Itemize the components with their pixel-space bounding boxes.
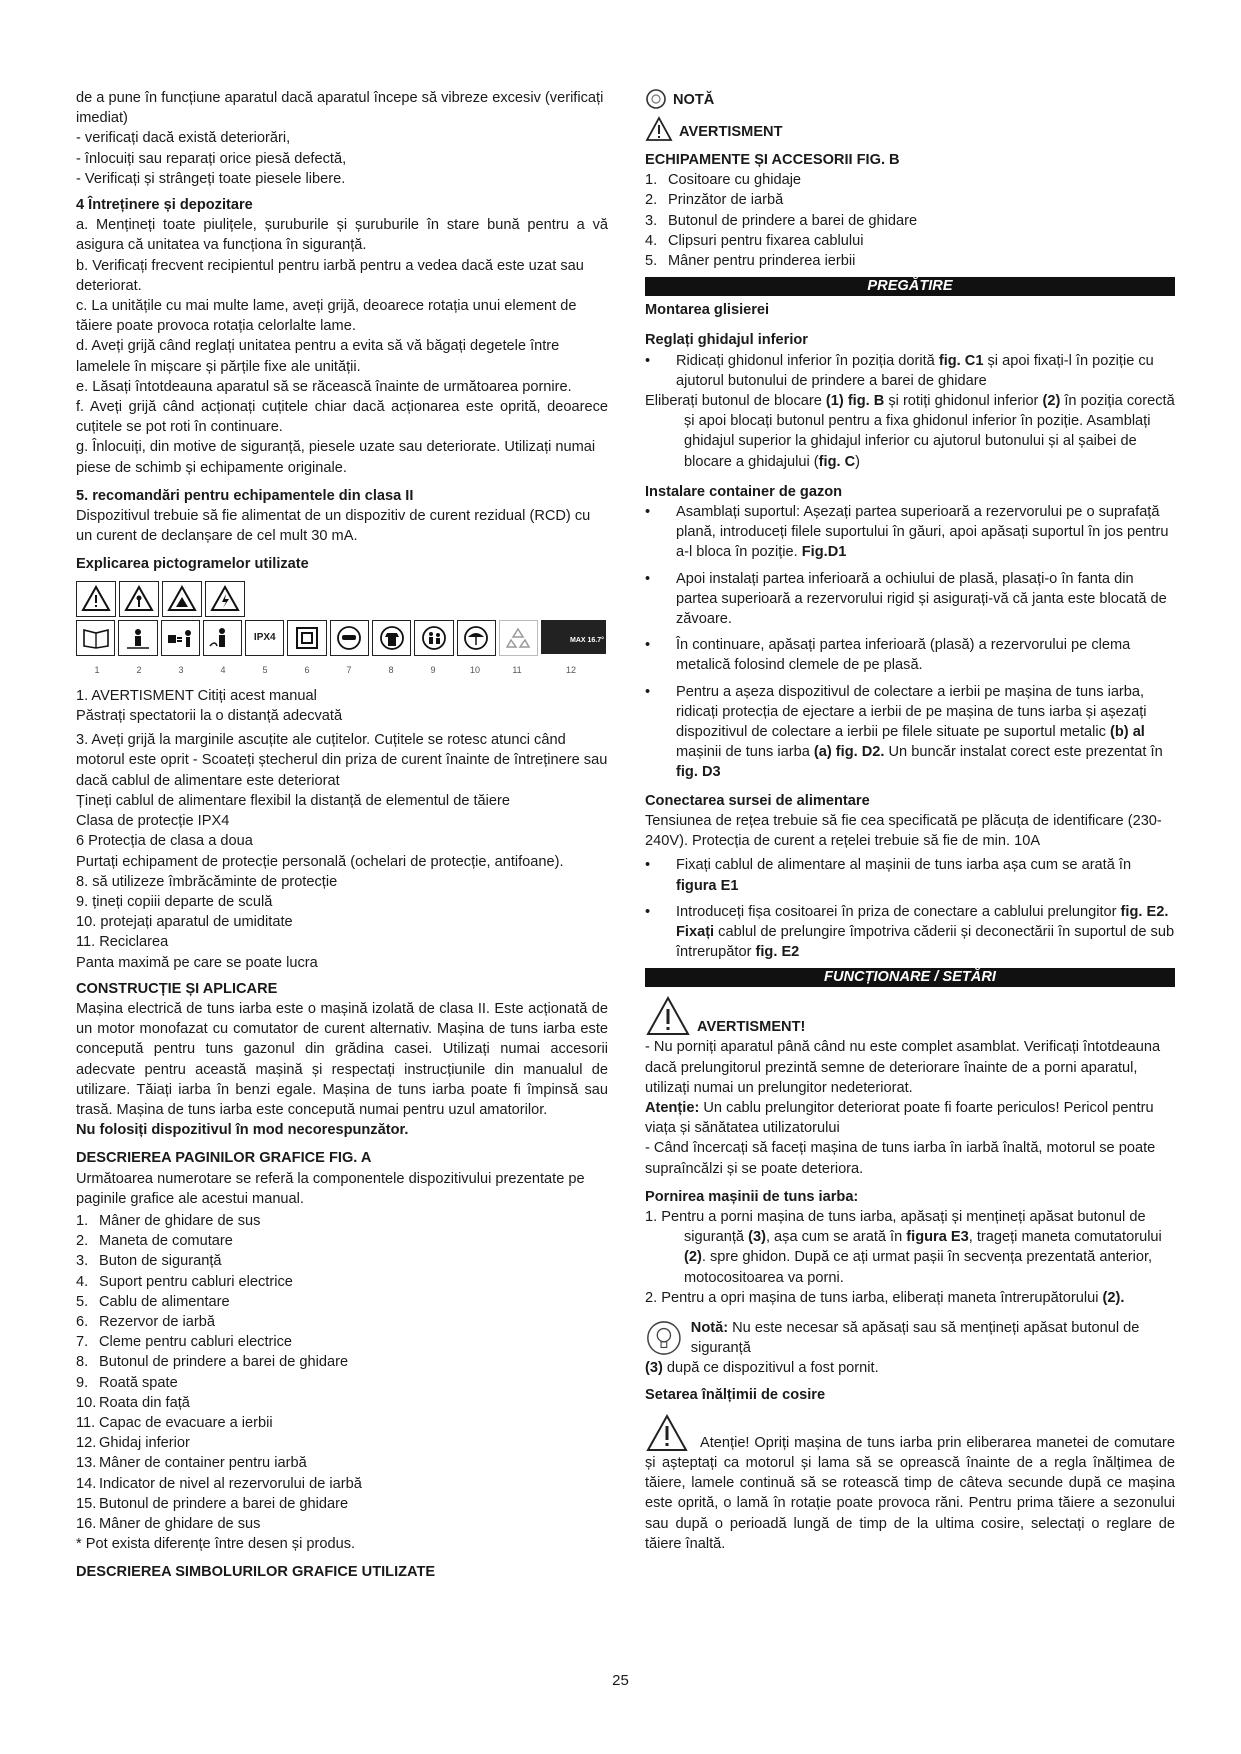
maintenance-a: a. Mențineți toate piulițele, șuruburile și șuruburile în stare bună pentru a vă asigura că unitatea va funcționa în siguranță. [76,217,608,254]
text: , trageți maneta comutatorului [968,1229,1162,1246]
warning-text-1: - Nu porniți aparatul până când nu este complet asamblat. Verificați întotdeauna dacă prelungitorul prezintă semne de deteriorare înainte de a porni aparatul, utilizați numai un prelungitor nedeteriorat. [645,1039,1161,1096]
text: Ridicați ghidonul inferior în poziția dorită [676,352,939,369]
adjust-title: Reglați ghidajul inferior [645,332,808,349]
part-label: Mâner de ghidare de sus [99,1212,261,1229]
pictogram-number: 6 [304,664,310,675]
text: Introduceți fișa cositoarei în priza de conectare a cablului prelungitor [676,903,1121,920]
text: 2. Pentru a opri mașina de tuns iarba, eliberați maneta întrerupătorului [645,1289,1103,1306]
avertisment-header [645,116,1175,142]
bystander-warning-icon [119,581,159,617]
picto-expl: 11. Reciclarea [76,934,169,951]
power-text: Tensiunea de rețea trebuie să fie cea specificată pe plăcuța de identificare (230-240V). Protecția de curent a rețelei trebuie să fie de min. 10A [645,812,1162,850]
equipment-label: Cositoare cu ghidaje [668,172,802,189]
pictogram-numbers [76,660,606,680]
equipment-number: 3. [645,212,658,229]
part-item [76,1413,608,1433]
class2-text: Dispozitivul trebuie să fie alimentat de un dispozitiv de curent rezidual (RCD) cu un curent de declanșare de cel mult 30 mA. [76,508,591,545]
part-number: 15. [76,1495,97,1512]
pictogram-number: 7 [346,664,352,675]
parts-list [76,1211,608,1534]
text: ) [855,453,861,470]
attention-label: Atenție: [645,1099,700,1116]
part-item [76,1211,608,1231]
part-number: 3. [76,1253,89,1270]
pictogram-bottom-row [76,620,606,656]
container-title: Instalare container de gazon [645,483,843,500]
picto-expl: 1. AVERTISMENT Citiți acest manual [76,687,317,704]
part-label: Mâner de container pentru iarbă [99,1455,307,1472]
start-step-1 [645,1207,1175,1288]
part-item [76,1272,608,1292]
figure-ref: fig. C [818,453,856,470]
unplug-icon [161,620,200,656]
equipment-label: Butonul de prindere a barei de ghidare [668,212,918,229]
text: și rotiți ghidonul inferior [884,393,1043,410]
part-label: Mâner de ghidare de sus [99,1516,261,1532]
pictogram-title: Explicarea pictogramelor utilizate [76,556,309,573]
nota2-block [645,1318,1175,1358]
keep-children-away-icon [414,620,453,656]
figure-ref: Fig.D1 [801,544,847,561]
container-step [645,502,1175,563]
text: mașinii de tuns iarba [676,744,814,761]
adjust-list [645,351,1175,391]
equipment-item [645,190,1175,210]
pictogram-number: 10 [469,664,480,675]
protect-from-moisture-icon [457,620,496,656]
picto-expl: 8. să utilizeze îmbrăcăminte de protecție [76,873,338,890]
part-label: Cleme pentru cabluri electrice [99,1334,293,1351]
blade-warning-icon [162,581,202,617]
part-label: Capac de evacuare a ierbii [99,1414,273,1431]
left-column [76,88,608,1583]
parts-note: * Pot exista diferențe între desen și produs. [76,1536,356,1553]
part-item [76,1494,608,1514]
text: Un buncăr instalat corect este prezentat în [884,744,1163,761]
maintenance-e: e. Lăsați întotdeauna aparatul să se răcească înainte de următoarea pornire. [76,378,572,395]
picto-expl: Păstrați spectatorii la o distanță adecvată [76,708,343,725]
part-label: Butonul de prindere a barei de ghidare [99,1495,349,1512]
part-number: 6. [76,1313,89,1330]
figure-ref: (b) al [1110,724,1145,741]
text: . spre ghidon. După ce ați urmat pașii în secvența prezentată anterior, motocositoarea va porni. [684,1249,1153,1286]
section-bar-functionare: FUNCȚIONARE / SETĂRI [645,968,1175,987]
equipment-item [645,231,1175,251]
intro-line-1: de a pune în funcțiune aparatul dacă aparatul începe să vibreze excesiv (verificați imediat) [76,90,604,127]
text: Nu este necesar să apăsați sau să mențineți apăsat butonul de siguranță [690,1319,1140,1357]
maintenance-title: 4 Întreținere și depozitare [76,197,253,214]
part-label: Indicator de nivel al rezervorului de iarbă [99,1475,362,1492]
part-item [76,1514,608,1534]
description-intro: Următoarea numerotare se referă la componentele dispozitivului prezentate pe paginile grafice ale acestui manual. [76,1170,585,1207]
power-step [645,902,1175,963]
lightbulb-note-icon [645,1318,683,1358]
part-number: 13. [76,1455,97,1472]
max-slope-label: MAX 16.7° [570,637,604,645]
intro-line-3: - înlocuiți sau reparați orice piesă defectă, [76,150,347,167]
part-number: 2. [76,1233,89,1250]
maintenance-c: c. La unitățile cu mai multe lame, aveți grijă, deoarece rotația unui element de tăiere poate provoca rotația celorlalte lame. [76,298,577,335]
part-number: 16. [76,1516,97,1532]
pictogram-number: 9 [430,664,436,675]
height-text: Atenție! Opriți mașina de tuns iarba prin eliberarea manetei de comutare și așteptați ca motorul și lama să se oprească înainte de a regla înălțimea de tăiere, lamele continuă să se rotească timp de câteva secunde după ce mașina este oprită, o lamă în rotație poate provoca răni. Pentru prima tăiere a sezonului sau după o perioadă lungă de timp de la ultima cosire, selectați o reglare de tăiere înaltă. [645,1434,1175,1552]
part-label: Ghidaj inferior [99,1435,190,1452]
pictogram-number: 5 [262,664,268,675]
part-number: 7. [76,1334,89,1351]
nota2-line1 [689,1318,1175,1358]
text: după ce dispozitivul a fost pornit. [662,1360,879,1377]
container-step: • Apoi instalați partea inferioară a ochiului de plasă, plasați-o în fanta din partea superioară a rezervorului rigid și asigurați-vă că janta este blocată de zăvoare. [645,569,1175,630]
part-number: 10. [76,1394,97,1411]
description-title: DESCRIEREA PAGINILOR GRAFICE FIG. A [76,1150,372,1167]
class2-title: 5. recomandări pentru echipamentele din clasa II [76,487,414,504]
figure-ref: fig. E2 [755,944,800,961]
part-number: 11. [76,1414,96,1431]
start-step-2 [645,1288,1175,1308]
maintenance-f: f. Aveți grijă când acționați cuțitele chiar dacă acționarea este oprită, deoarece cuțitele se pot roti în continuare. [76,399,608,436]
note-icon [645,88,667,110]
intro-line-4: - Verificați și strângeți toate piesele libere. [76,170,346,187]
maintenance-d: d. Aveți grijă când reglați unitatea pentru a evita să vă băgați degetele între lamelele în mișcare și părțile fixe ale unității. [76,338,560,375]
picto-expl: Țineți cablul de alimentare flexibil la distanță de elementul de tăiere [76,792,511,809]
equipment-list [645,170,1175,271]
text: 1. Pentru a porni mașina de tuns iarba, apăsați și mențineți apăsat butonul de siguranță [645,1208,1146,1246]
picto-expl: 3. Aveți grijă la marginile ascuțite ale cuțitelor. Cuțitele se rotesc atunci când motorul este oprit - Scoateți ștecherul din priza de curent înainte de întreținere sau dacă cablul de alimentare este deteriorat [76,732,608,789]
part-number: 12. [76,1435,97,1452]
figure-ref: fig. C1 [938,352,984,369]
picto-expl: 10. protejați aparatul de umiditate [76,914,293,931]
figure-ref: (1) fig. B [825,393,885,410]
page-number: 25 [612,1672,629,1689]
part-label: Roată spate [99,1374,178,1391]
pictogram-number: 2 [136,664,142,675]
cable-away-icon [203,620,242,656]
nota2-label: Notă: [690,1319,729,1336]
equipment-title: ECHIPAMENTE ȘI ACCESORII FIG. B [645,152,900,168]
part-item [76,1312,608,1332]
part-label: Butonul de prindere a barei de ghidare [99,1354,349,1371]
nota2-line2 [645,1358,1175,1378]
symbols-title: DESCRIEREA SIMBOLURILOR GRAFICE UTILIZATE [76,1564,436,1581]
figure-ref: (3) [748,1229,766,1246]
keep-bystanders-away-icon [118,620,157,656]
part-label: Maneta de comutare [99,1233,233,1250]
power-title: Conectarea sursei de alimentare [645,792,870,809]
construction-text: Mașina electrică de tuns iarba este o mașină izolată de clasa II. Este acționată de un motor monofazat cu comutator de curent alternativ. Mașina de tuns iarba este concepută pentru tuns gazonul din grădina casei. Utilizați numai accesorii adecvate pentru această mașină și respectați instrucțiunile din manualul de utilizare. Tăiați iarba în benzi egale. Mașina de tuns iarba poate fi împinsă sau trasă. Mașina de tuns iarba este concepută numai pentru uzul amatorilor. [76,1000,608,1118]
warning-triangle-icon [645,1413,689,1453]
picto-expl: Purtați echipament de protecție personală (ochelari de protecție, antifoane). [76,853,564,870]
part-item [76,1453,608,1473]
container-step: • În continuare, apăsați partea inferioară (plasă) a rezervorului pe clema metalică folosind clemele de pe plasă. [645,635,1175,675]
part-label: Cablu de alimentare [99,1293,230,1310]
part-item [76,1251,608,1271]
figure-ref: figura E1 [676,877,739,894]
figure-ref: (3) [645,1360,663,1377]
text: Eliberați butonul de blocare [645,393,826,410]
pictogram-number: 4 [220,664,226,675]
power-step [645,855,1175,895]
text: cablul de prelungire împotriva căderii și deconectării în suportul de sub întrerupător [676,923,1175,961]
part-number: 8. [76,1354,89,1371]
equipment-item [645,170,1175,190]
part-label: Roata din față [99,1394,190,1411]
adjust-step [645,351,1175,391]
adjust-paragraph [645,391,1175,472]
equipment-item [645,211,1175,231]
picto-expl: Clasa de protecție IPX4 [76,813,230,830]
container-step [645,682,1175,783]
equipment-label: Mâner pentru prinderea ierbii [668,253,856,270]
part-number: 4. [76,1273,89,1290]
read-manual-icon [76,620,115,656]
avertisment2-label: AVERTISMENT! [697,1019,806,1036]
text: Asamblați suportul: Așezați partea superioară a rezervorului pe o suprafață plană, introduceți filele suportului în găuri, apoi apăsați suportul în jos pentru a-l bloca în poziție. [676,504,1169,561]
equipment-label: Clipsuri pentru fixarea cablului [668,232,864,249]
ipx4-label: IPX4 [253,631,276,643]
part-label: Rezervor de iarbă [99,1313,215,1330]
pictogram-number: 11 [512,664,522,675]
pictogram-panel [76,581,606,680]
text: , așa cum se arată în [765,1229,907,1246]
text: Un cablu prelungitor deteriorat poate fi foarte periculos! Pericol pentru viața și sănătatea utilizatorului [645,1099,1154,1137]
pictogram-number: 3 [178,664,184,675]
text: în poziția corectă și apoi blocați butonul pentru a fixa ghidonul inferior în poziție. Asamblați ghidajul superior la ghidajul inferior cu ajutorul butonului și al șaibei de blocare a ghidajului ( [684,393,1175,470]
part-item [76,1393,608,1413]
intro-line-2: - verificați dacă există deteriorări, [76,130,291,147]
text: Fixați cablul de alimentare al mașinii de tuns iarba așa cum se arată în [676,857,1132,874]
part-number: 14. [76,1475,97,1492]
pictogram-top-row [76,581,606,617]
warning-triangle-icon [76,581,116,617]
warning-triangle-icon [645,995,691,1037]
part-number: 1. [76,1212,89,1229]
pictogram-number: 12 [565,664,576,675]
section-bar-pregatire: PREGĂTIRE [645,277,1175,296]
part-number: 9. [76,1374,89,1391]
part-item [76,1332,608,1352]
equipment-number: 5. [645,253,658,270]
container-list [645,502,1175,783]
picto-expl: 6 Protecția de clasa a doua [76,833,253,850]
maintenance-g: g. Înlocuiți, din motive de siguranță, piesele uzate sau deteriorate. Utilizați numai piese de schimb și echipamente originale. [76,439,596,476]
construction-title: CONSTRUCȚIE ȘI APLICARE [76,980,278,997]
mounting-title: Montarea glisierei [645,302,770,319]
avertisment-label: AVERTISMENT [679,123,783,140]
figure-ref: (a) fig. D2. [813,744,885,761]
recycling-icon [499,620,538,656]
pictogram-explanations [76,686,608,973]
figure-ref: (2). [1102,1289,1125,1306]
figure-ref: (2) [684,1249,702,1266]
start-title: Pornirea mașinii de tuns iarba: [645,1188,859,1205]
figure-ref: fig. E2. Fixați [676,903,1169,940]
equipment-number: 4. [645,232,658,249]
protective-clothing-icon [372,620,411,656]
nota-label: NOTĂ [673,91,715,108]
nota-header [645,88,1175,110]
picto-expl: 9. țineți copiii departe de sculă [76,893,273,910]
part-item [76,1352,608,1372]
part-item [76,1474,608,1494]
warning-text-2: - Când încercați să faceți mașina de tuns iarba în iarbă înaltă, motorul se poate supraîncălzi și se poate deteriora. [645,1140,1156,1177]
equipment-item [645,251,1175,271]
right-column [645,88,1175,1554]
figure-ref: fig. D3 [676,764,721,781]
part-label: Buton de siguranță [99,1253,222,1270]
part-number: 5. [76,1293,89,1310]
text: și apoi fixați-l în poziție cu ajutorul butonului de prindere a barei de ghidare [676,352,1154,389]
part-item [76,1433,608,1453]
warning-triangle-icon [645,116,673,142]
height-title: Setarea înălțimii de cosire [645,1386,826,1403]
ipx4-icon [245,620,284,656]
figure-ref: (2) [1042,393,1061,410]
max-slope-icon [541,620,606,654]
part-item [76,1292,608,1312]
equipment-number: 1. [645,172,658,189]
equipment-number: 2. [645,192,658,209]
eye-ear-protection-icon [330,620,369,656]
avertisment2-header [645,995,1175,1037]
pictogram-number: 1 [94,664,100,675]
attention-text [645,1098,1175,1138]
part-label: Suport pentru cabluri electrice [99,1273,293,1290]
figure-ref: figura E3 [906,1229,969,1246]
maintenance-b: b. Verificați frecvent recipientul pentru iarbă pentru a vedea dacă este uzat sau deteriorat. [76,257,584,294]
construction-warning: Nu folosiți dispozitivul în mod necorespunzător. [76,1122,409,1139]
class-two-icon [287,620,326,656]
picto-expl: Panta maximă pe care se poate lucra [76,954,318,971]
electric-shock-warning-icon [205,581,245,617]
text: Pentru a așeza dispozitivul de colectare a ierbii pe mașina de tuns iarba, ridicați protecția de ejectare a ierbii de pe mașina de tuns iarba și așezați dispozitivul de colectare a ierbii pe filele situate pe suportul metalic [676,683,1147,741]
equipment-label: Prinzător de iarbă [668,192,784,209]
part-item [76,1373,608,1393]
part-item [76,1231,608,1251]
power-list [645,855,1175,962]
pictogram-number: 8 [388,664,394,675]
